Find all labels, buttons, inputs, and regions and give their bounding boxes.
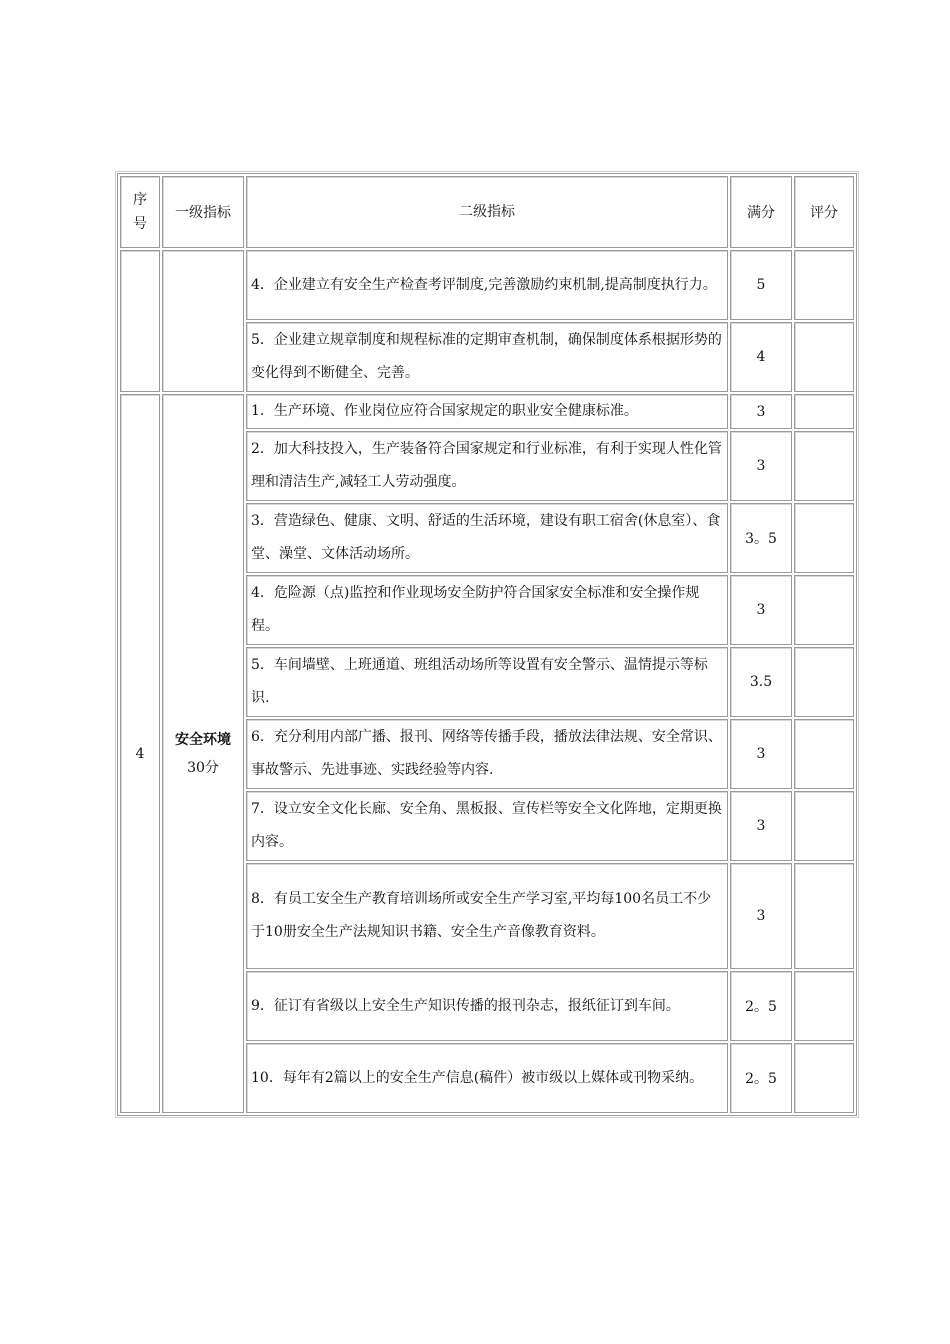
level2-text: 8．有员工安全生产教育培训场所或安全生产学习室,平均每100名员工不少于10册安全生产法规知识书籍、安全生产音像教育资料。 [246,863,728,969]
score-input-cell[interactable] [794,791,854,861]
table-row [120,250,854,320]
full-score: 4 [730,322,792,392]
full-score: 3 [730,791,792,861]
full-score: 3 [730,431,792,501]
score-input-cell[interactable] [794,863,854,969]
score-input-cell[interactable] [794,250,854,320]
header-no: 序 号 [120,176,160,248]
table-row [120,394,854,429]
score-input-cell[interactable] [794,394,854,429]
level2-text: 3．营造绿色、健康、文明、舒适的生活环境，建设有职工宿舍(休息室）、食堂、澡堂、文体活动场所。 [246,503,728,573]
level2-text: 4．危险源（点)监控和作业现场安全防护符合国家安全标准和安全操作规程。 [246,575,728,645]
level2-text: 6．充分利用内部广播、报刊、网络等传播手段，播放法律法规、安全常识、事故警示、先进事迹、实践经验等内容. [246,719,728,789]
header-level1: 一级指标 [162,176,244,248]
level2-text: 2．加大科技投入，生产装备符合国家规定和行业标准，有利于实现人性化管理和清洁生产,减轻工人劳动强度。 [246,431,728,501]
score-input-cell[interactable] [794,503,854,573]
level2-text: 4．企业建立有安全生产检查考评制度,完善激励约束机制,提高制度执行力。 [246,250,728,320]
header-score: 评分 [794,176,854,248]
level2-text: 7．设立安全文化长廊、安全角、黑板报、宣传栏等安全文化阵地，定期更换内容。 [246,791,728,861]
full-score: 2。5 [730,971,792,1041]
score-input-cell[interactable] [794,575,854,645]
score-input-cell[interactable] [794,322,854,392]
group-no-cell: 4 [120,394,160,1113]
scoring-table [117,173,857,1116]
level2-text: 5．企业建立规章制度和规程标准的定期审查机制，确保制度体系根据形势的变化得到不断健全、完善。 [246,322,728,392]
group-no-cell [120,250,160,392]
full-score: 3.5 [730,647,792,717]
level1-points: 30分 [187,759,219,776]
full-score: 3。5 [730,503,792,573]
full-score: 3 [730,719,792,789]
level2-text: 5．车间墙壁、上班通道、班组活动场所等设置有安全警示、温情提示等标识. [246,647,728,717]
score-input-cell[interactable] [794,1043,854,1113]
full-score: 3 [730,394,792,429]
score-input-cell[interactable] [794,971,854,1041]
header-full-score: 满分 [730,176,792,248]
full-score: 3 [730,863,792,969]
score-input-cell[interactable] [794,431,854,501]
level2-text: 1．生产环境、作业岗位应符合国家规定的职业安全健康标准。 [246,394,728,429]
table-header-row [120,176,854,248]
score-input-cell[interactable] [794,647,854,717]
score-input-cell[interactable] [794,719,854,789]
level1-name: 安全环境 [175,731,231,748]
level2-text: 10．每年有2篇以上的安全生产信息(稿件）被市级以上媒体或刊物采纳。 [246,1043,728,1113]
full-score: 5 [730,250,792,320]
header-level2: 二级指标 [246,176,728,248]
group-level1-cell [162,250,244,392]
full-score: 2。5 [730,1043,792,1113]
group-level1-cell [162,394,244,1113]
level2-text: 9．征订有省级以上安全生产知识传播的报刊杂志，报纸征订到车间。 [246,971,728,1041]
full-score: 3 [730,575,792,645]
